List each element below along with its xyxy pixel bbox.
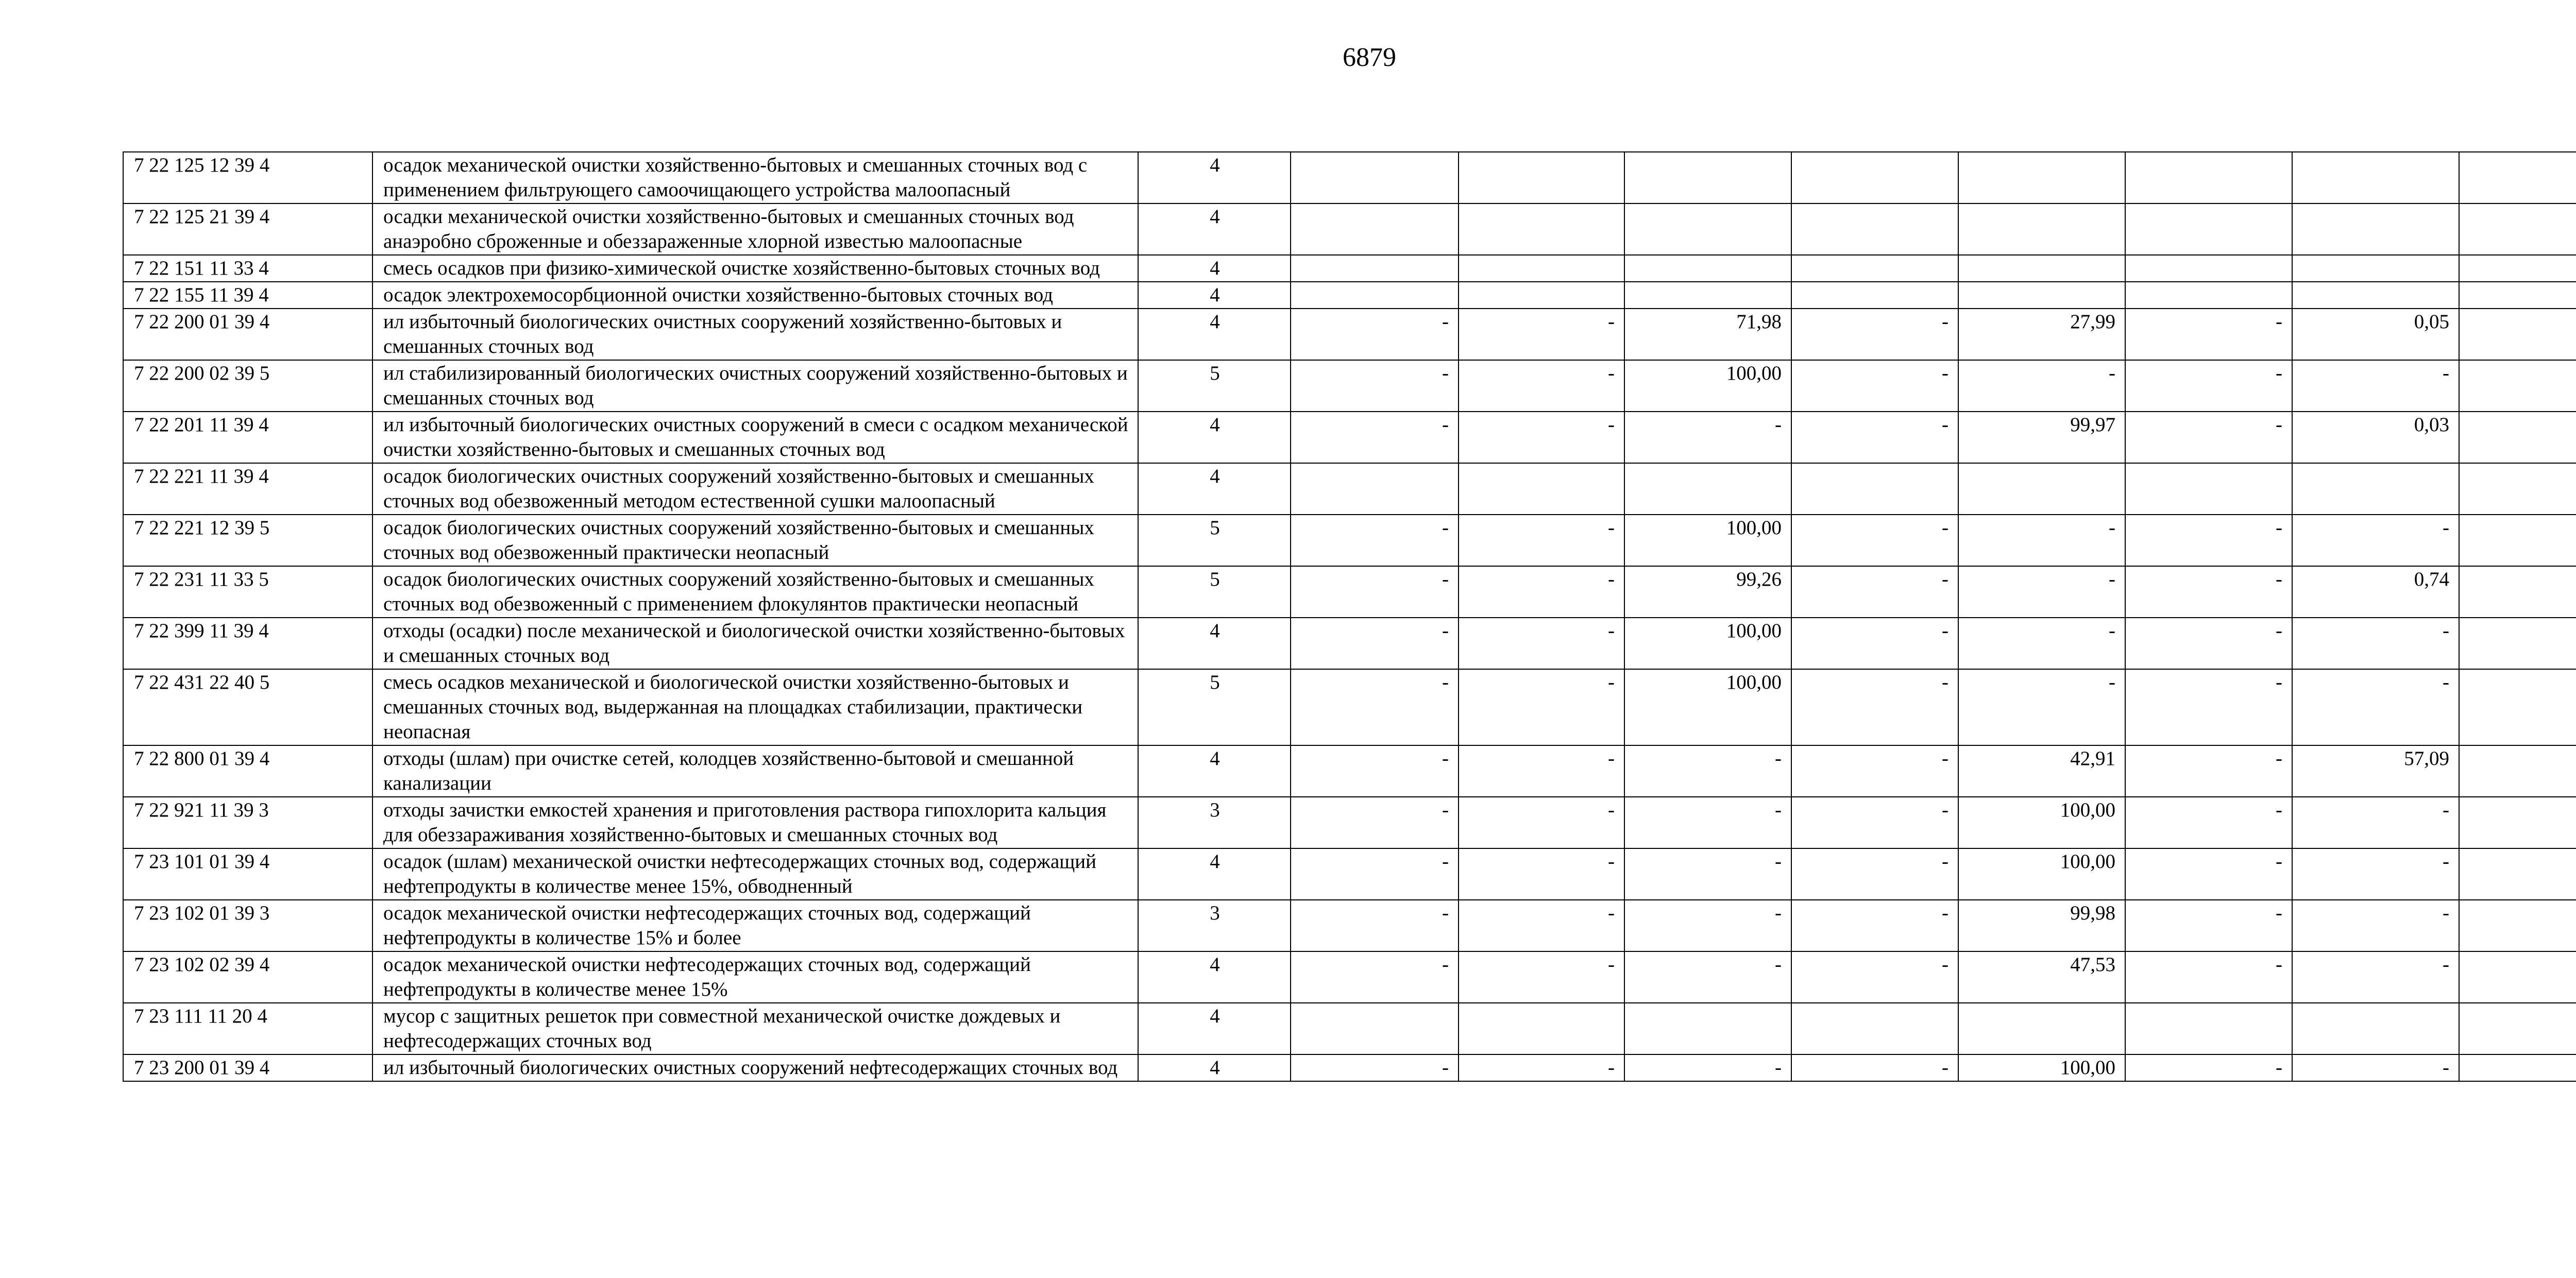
waste-name-cell: осадок биологических очистных сооружений хозяйственно-бытовых и смешанных сточных вод обезвоженный методом естественной сушки малоопасный: [372, 463, 1138, 515]
table-row: [123, 566, 2576, 618]
value-cell: -: [1459, 745, 1624, 797]
value-cell: [1958, 255, 2125, 282]
waste-code-cell: 7 22 201 11 39 4: [123, 412, 372, 463]
waste-code-cell: 7 23 200 01 39 4: [123, 1054, 372, 1081]
value-cell: [1791, 463, 1958, 515]
value-cell: [2292, 282, 2459, 309]
value-cell: 100,00: [1958, 1054, 2125, 1081]
value-cell: [1791, 255, 1958, 282]
hazard-class-cell: 5: [1138, 566, 1291, 618]
hazard-class-cell: 4: [1138, 1003, 1291, 1054]
value-cell: [1958, 1003, 2125, 1054]
value-cell: -: [1624, 900, 1791, 951]
value-cell: -: [2125, 1054, 2292, 1081]
value-cell: 57,09: [2292, 745, 2459, 797]
value-cell: -: [2125, 797, 2292, 848]
table-row: [123, 797, 2576, 848]
value-cell: 100,00: [1624, 515, 1791, 566]
value-cell: [1791, 282, 1958, 309]
value-cell: -: [1791, 848, 1958, 900]
value-cell: -: [1459, 618, 1624, 669]
value-cell: 100,00: [1624, 360, 1791, 412]
value-cell: -: [1791, 309, 1958, 360]
value-cell: -: [1459, 309, 1624, 360]
table-row: [123, 669, 2576, 745]
value-cell: [2292, 203, 2459, 255]
value-cell: -: [1291, 360, 1459, 412]
value-cell: 100,00: [1958, 848, 2125, 900]
hazard-class-cell: 4: [1138, 255, 1291, 282]
value-cell: -: [2292, 797, 2459, 848]
hazard-class-cell: 4: [1138, 618, 1291, 669]
value-cell: [1291, 282, 1459, 309]
value-cell: -: [1958, 618, 2125, 669]
waste-code-cell: 7 22 200 02 39 5: [123, 360, 372, 412]
value-cell: -: [1291, 900, 1459, 951]
hazard-class-cell: 3: [1138, 900, 1291, 951]
value-cell: -: [1459, 566, 1624, 618]
value-cell: [2125, 463, 2292, 515]
value-cell: -: [2125, 848, 2292, 900]
waste-name-cell: осадок (шлам) механической очистки нефтесодержащих сточных вод, содержащий нефтепродукты в количестве менее 15%, обводненный: [372, 848, 1138, 900]
hazard-class-cell: 4: [1138, 1054, 1291, 1081]
value-cell: -: [2125, 618, 2292, 669]
value-cell: [2459, 203, 2576, 255]
value-cell: [2459, 515, 2576, 566]
value-cell: -: [1791, 1054, 1958, 1081]
value-cell: -: [1291, 309, 1459, 360]
value-cell: -: [1791, 412, 1958, 463]
value-cell: -: [1624, 412, 1791, 463]
value-cell: [1958, 463, 2125, 515]
value-cell: [2125, 1003, 2292, 1054]
value-cell: [1958, 203, 2125, 255]
value-cell: -: [2125, 900, 2292, 951]
value-cell: -: [2125, 566, 2292, 618]
waste-code-cell: 7 23 111 11 20 4: [123, 1003, 372, 1054]
waste-name-cell: отходы зачистки емкостей хранения и приготовления раствора гипохлорита кальция для обеззараживания хозяйственно-бытовых и смешанных сточных вод: [372, 797, 1138, 848]
value-cell: -: [1291, 515, 1459, 566]
value-cell: [2459, 255, 2576, 282]
waste-code-cell: 7 22 155 11 39 4: [123, 282, 372, 309]
value-cell: -: [1459, 360, 1624, 412]
value-cell: [1791, 203, 1958, 255]
value-cell: [1624, 282, 1791, 309]
value-cell: [2459, 669, 2576, 745]
waste-registry-table: [123, 151, 2576, 1082]
value-cell: [2292, 255, 2459, 282]
value-cell: [2459, 1054, 2576, 1081]
value-cell: -: [1624, 1054, 1791, 1081]
value-cell: [2459, 951, 2576, 1003]
value-cell: -: [2125, 745, 2292, 797]
value-cell: -: [1459, 669, 1624, 745]
value-cell: [2125, 203, 2292, 255]
value-cell: -: [1291, 951, 1459, 1003]
value-cell: [2459, 1003, 2576, 1054]
value-cell: [1624, 255, 1791, 282]
value-cell: -: [1459, 1054, 1624, 1081]
value-cell: -: [1624, 848, 1791, 900]
table-row: [123, 412, 2576, 463]
table-body: [123, 152, 2576, 1081]
value-cell: -: [1791, 745, 1958, 797]
value-cell: [1459, 203, 1624, 255]
table-row: [123, 848, 2576, 900]
waste-code-cell: 7 23 101 01 39 4: [123, 848, 372, 900]
table-row: [123, 618, 2576, 669]
value-cell: [1291, 152, 1459, 203]
value-cell: [1291, 463, 1459, 515]
value-cell: [1459, 463, 1624, 515]
value-cell: [2459, 282, 2576, 309]
value-cell: -: [1791, 797, 1958, 848]
value-cell: [1291, 203, 1459, 255]
value-cell: 99,26: [1624, 566, 1791, 618]
value-cell: -: [1791, 566, 1958, 618]
value-cell: [1291, 255, 1459, 282]
hazard-class-cell: 4: [1138, 951, 1291, 1003]
table-row: [123, 745, 2576, 797]
waste-code-cell: 7 22 231 11 33 5: [123, 566, 372, 618]
value-cell: -: [1958, 515, 2125, 566]
value-cell: -: [1958, 566, 2125, 618]
waste-name-cell: отходы (шлам) при очистке сетей, колодцев хозяйственно-бытовой и смешанной канализации: [372, 745, 1138, 797]
hazard-class-cell: 4: [1138, 282, 1291, 309]
value-cell: -: [1291, 745, 1459, 797]
value-cell: -: [1791, 900, 1958, 951]
waste-name-cell: мусор с защитных решеток при совместной механической очистке дождевых и нефтесодержащих сточных вод: [372, 1003, 1138, 1054]
value-cell: -: [1291, 669, 1459, 745]
waste-code-cell: 7 22 200 01 39 4: [123, 309, 372, 360]
value-cell: -: [1791, 951, 1958, 1003]
value-cell: 100,00: [1624, 669, 1791, 745]
table-row: [123, 1003, 2576, 1054]
table-row: [123, 282, 2576, 309]
value-cell: [1791, 1003, 1958, 1054]
waste-code-cell: 7 22 921 11 39 3: [123, 797, 372, 848]
value-cell: [2459, 360, 2576, 412]
value-cell: -: [2292, 618, 2459, 669]
table-row: [123, 463, 2576, 515]
hazard-class-cell: 5: [1138, 515, 1291, 566]
value-cell: -: [1291, 566, 1459, 618]
value-cell: -: [1459, 951, 1624, 1003]
value-cell: -: [1791, 618, 1958, 669]
hazard-class-cell: 4: [1138, 203, 1291, 255]
value-cell: -: [1624, 745, 1791, 797]
value-cell: [2459, 797, 2576, 848]
hazard-class-cell: 5: [1138, 669, 1291, 745]
value-cell: 100,00: [1624, 618, 1791, 669]
waste-name-cell: отходы (осадки) после механической и биологической очистки хозяйственно-бытовых и смешанных сточных вод: [372, 618, 1138, 669]
value-cell: [1459, 255, 1624, 282]
hazard-class-cell: 4: [1138, 463, 1291, 515]
value-cell: [2459, 463, 2576, 515]
value-cell: -: [2125, 669, 2292, 745]
value-cell: [2292, 152, 2459, 203]
value-cell: -: [2125, 515, 2292, 566]
value-cell: -: [1459, 900, 1624, 951]
waste-code-cell: 7 22 221 12 39 5: [123, 515, 372, 566]
value-cell: [2125, 152, 2292, 203]
value-cell: -: [1958, 669, 2125, 745]
value-cell: [1459, 1003, 1624, 1054]
value-cell: 99,97: [1958, 412, 2125, 463]
hazard-class-cell: 4: [1138, 152, 1291, 203]
page-number: 6879: [1343, 43, 1396, 72]
value-cell: [1791, 152, 1958, 203]
value-cell: -: [2292, 900, 2459, 951]
waste-name-cell: ил избыточный биологических очистных сооружений хозяйственно-бытовых и смешанных сточных вод: [372, 309, 1138, 360]
value-cell: -: [1291, 848, 1459, 900]
waste-code-cell: 7 22 431 22 40 5: [123, 669, 372, 745]
value-cell: [1291, 1003, 1459, 1054]
value-cell: -: [1459, 515, 1624, 566]
value-cell: -: [2125, 360, 2292, 412]
value-cell: [2459, 848, 2576, 900]
value-cell: [2459, 618, 2576, 669]
waste-code-cell: 7 22 125 12 39 4: [123, 152, 372, 203]
waste-name-cell: осадок механической очистки нефтесодержащих сточных вод, содержащий нефтепродукты в количестве 15% и более: [372, 900, 1138, 951]
value-cell: -: [1624, 951, 1791, 1003]
value-cell: [1624, 1003, 1791, 1054]
waste-code-cell: 7 22 800 01 39 4: [123, 745, 372, 797]
waste-name-cell: ил избыточный биологических очистных сооружений в смеси с осадком механической очистки хозяйственно-бытовых и смешанных сточных вод: [372, 412, 1138, 463]
value-cell: -: [2125, 951, 2292, 1003]
waste-code-cell: 7 23 102 02 39 4: [123, 951, 372, 1003]
value-cell: -: [1958, 360, 2125, 412]
table-row: [123, 1054, 2576, 1081]
value-cell: [2459, 152, 2576, 203]
table-row: [123, 900, 2576, 951]
value-cell: -: [1459, 412, 1624, 463]
value-cell: -: [1791, 360, 1958, 412]
table-row: [123, 951, 2576, 1003]
value-cell: [1459, 152, 1624, 203]
value-cell: [2292, 463, 2459, 515]
value-cell: [2459, 412, 2576, 463]
waste-name-cell: ил стабилизированный биологических очистных сооружений хозяйственно-бытовых и смешанных сточных вод: [372, 360, 1138, 412]
value-cell: [2125, 282, 2292, 309]
hazard-class-cell: 4: [1138, 309, 1291, 360]
hazard-class-cell: 3: [1138, 797, 1291, 848]
value-cell: -: [1291, 412, 1459, 463]
value-cell: -: [2125, 309, 2292, 360]
waste-code-cell: 7 23 102 01 39 3: [123, 900, 372, 951]
value-cell: [2459, 309, 2576, 360]
waste-name-cell: смесь осадков механической и биологической очистки хозяйственно-бытовых и смешанных сточных вод, выдержанная на площадках стабилизации, практически неопасная: [372, 669, 1138, 745]
value-cell: [1459, 282, 1624, 309]
value-cell: [2459, 745, 2576, 797]
value-cell: 71,98: [1624, 309, 1791, 360]
table-row: [123, 255, 2576, 282]
waste-code-cell: 7 22 151 11 33 4: [123, 255, 372, 282]
value-cell: -: [2292, 360, 2459, 412]
value-cell: -: [2125, 412, 2292, 463]
waste-name-cell: осадки механической очистки хозяйственно-бытовых и смешанных сточных вод анаэробно сброженные и обеззараженные хлорной известью малоопасные: [372, 203, 1138, 255]
value-cell: -: [1624, 797, 1791, 848]
value-cell: -: [2292, 951, 2459, 1003]
value-cell: [2459, 566, 2576, 618]
value-cell: -: [1459, 848, 1624, 900]
waste-name-cell: осадок механической очистки нефтесодержащих сточных вод, содержащий нефтепродукты в количестве менее 15%: [372, 951, 1138, 1003]
value-cell: -: [2292, 515, 2459, 566]
value-cell: 47,53: [1958, 951, 2125, 1003]
value-cell: 0,03: [2292, 412, 2459, 463]
value-cell: 27,99: [1958, 309, 2125, 360]
value-cell: 0,74: [2292, 566, 2459, 618]
value-cell: [2292, 1003, 2459, 1054]
value-cell: -: [1791, 515, 1958, 566]
waste-name-cell: смесь осадков при физико-химической очистке хозяйственно-бытовых сточных вод: [372, 255, 1138, 282]
waste-name-cell: осадок механической очистки хозяйственно-бытовых и смешанных сточных вод с применением фильтрующего самоочищающего устройства малоопасный: [372, 152, 1138, 203]
value-cell: 100,00: [1958, 797, 2125, 848]
waste-name-cell: ил избыточный биологических очистных сооружений нефтесодержащих сточных вод: [372, 1054, 1138, 1081]
hazard-class-cell: 5: [1138, 360, 1291, 412]
value-cell: 42,91: [1958, 745, 2125, 797]
value-cell: [1624, 152, 1791, 203]
value-cell: -: [1291, 618, 1459, 669]
waste-name-cell: осадок биологических очистных сооружений хозяйственно-бытовых и смешанных сточных вод обезвоженный практически неопасный: [372, 515, 1138, 566]
table-row: [123, 515, 2576, 566]
table-row: [123, 152, 2576, 203]
value-cell: [1958, 152, 2125, 203]
hazard-class-cell: 4: [1138, 848, 1291, 900]
hazard-class-cell: 4: [1138, 745, 1291, 797]
value-cell: -: [2292, 1054, 2459, 1081]
waste-code-cell: 7 22 221 11 39 4: [123, 463, 372, 515]
value-cell: [2125, 255, 2292, 282]
value-cell: -: [1791, 669, 1958, 745]
value-cell: [2459, 900, 2576, 951]
table-row: [123, 203, 2576, 255]
table-row: [123, 360, 2576, 412]
value-cell: [1958, 282, 2125, 309]
waste-code-cell: 7 22 399 11 39 4: [123, 618, 372, 669]
value-cell: -: [1459, 797, 1624, 848]
value-cell: [1624, 463, 1791, 515]
waste-name-cell: осадок биологических очистных сооружений хозяйственно-бытовых и смешанных сточных вод обезвоженный с применением флокулянтов практически неопасный: [372, 566, 1138, 618]
waste-name-cell: осадок электрохемосорбционной очистки хозяйственно-бытовых сточных вод: [372, 282, 1138, 309]
value-cell: 99,98: [1958, 900, 2125, 951]
value-cell: [1624, 203, 1791, 255]
value-cell: -: [1291, 1054, 1459, 1081]
value-cell: -: [1291, 797, 1459, 848]
waste-code-cell: 7 22 125 21 39 4: [123, 203, 372, 255]
hazard-class-cell: 4: [1138, 412, 1291, 463]
value-cell: 0,05: [2292, 309, 2459, 360]
value-cell: -: [2292, 669, 2459, 745]
value-cell: -: [2292, 848, 2459, 900]
table-row: [123, 309, 2576, 360]
